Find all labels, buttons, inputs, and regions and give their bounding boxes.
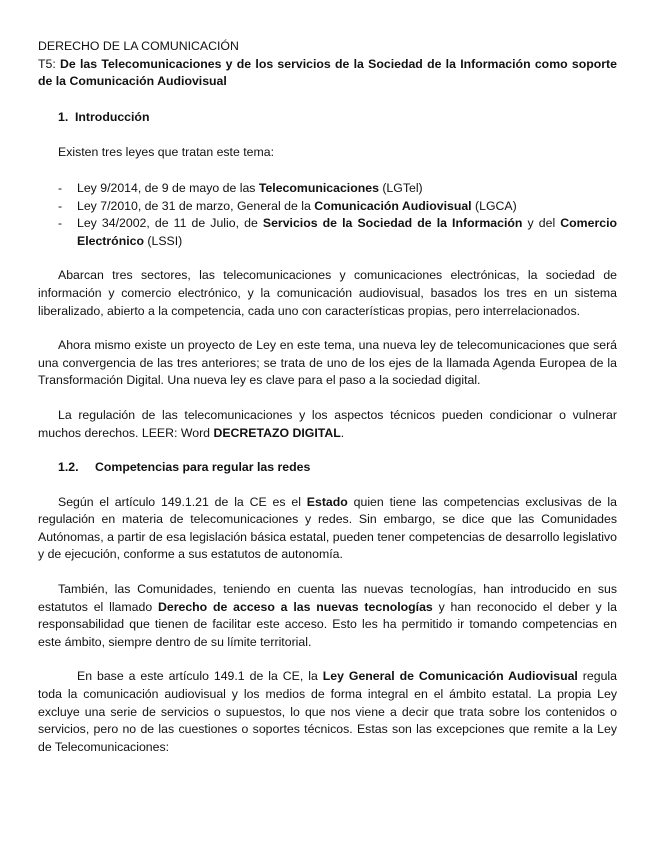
topic-title: T5: De las Telecomunicaciones y de los servicios de la Sociedad de la Información como soporte de la Comunicación Audiovisual xyxy=(38,56,617,89)
list-item: - Ley 34/2002, de 11 de Julio, de Servicios de la Sociedad de la Información y del Comercio Electrónico (LSSI) xyxy=(58,216,617,248)
paragraph-regulation: La regulación de las telecomunicaciones y los aspectos técnicos pueden condicionar o vulnerar muchos derechos. LEER: Word DECRETAZO DIGITAL. xyxy=(38,407,617,440)
section-1-2-heading: 1.2. Competencias para regular las redes xyxy=(58,460,311,475)
laws-list xyxy=(38,180,617,250)
document-page xyxy=(38,38,617,756)
intro-text: Existen tres leyes que tratan este tema: xyxy=(58,145,274,160)
list-item: - Ley 7/2010, de 31 de marzo, General de la Comunicación Audiovisual (LGCA) xyxy=(58,198,517,213)
section-1-heading: 1. Introducción xyxy=(58,109,150,124)
paragraph-new-law: Ahora mismo existe un proyecto de Ley en este tema, una nueva ley de telecomunicaciones que será una convergencia de las tres anteriores; se trata de uno de los ejes de la llamada Agenda Europea de la Transformación Digital. Una nueva ley es clave para el paso a la sociedad digital. xyxy=(38,338,617,388)
course-title: DERECHO DE LA COMUNICACIÓN xyxy=(38,39,239,53)
paragraph-state-competence: Según el artículo 149.1.21 de la CE es el Estado quien tiene las competencias exclusivas de la regulación en materia de telecomunicaciones y redes. Sin embargo, se dice que las Comunidades Autónomas, a partir de esa legislación básica estatal, pueden tener competencias de desarrollo legislativo y de ejecución, conforme a sus estatutos de autonomía. xyxy=(38,494,618,562)
paragraph-lgca: En base a este artículo 149.1 de la CE, la Ley General de Comunicación Audiovisual regula toda la comunicación audiovisual y los medios de forma integral en el ámbito estatal. La propia Ley excluye una serie de servicios o supuestos, lo que nos viene a decir que trata sobre los contenidos o servicios, pero no de las cuestiones o soportes técnicos. Estas son las excepciones que remite a la Ley de Telecomunicaciones: xyxy=(38,669,617,754)
paragraph-sectors: Abarcan tres sectores, las telecomunicaciones y comunicaciones electrónicas, la sociedad de información y comercio electrónico, y la comunicación audiovisual, basados los tres en un sistema liberalizado, abierto a la competencia, cada uno con características propias, pero interrelacionados. xyxy=(38,268,617,318)
paragraph-communities: También, las Comunidades, teniendo en cuenta las nuevas tecnologías, han introducido en sus estatutos el llamado Derecho de acceso a las nuevas tecnologías y han reconocido el deber y la responsabilidad que tienen de facilitar este acceso. Esto les ha permitido ir tomando competencias en este ámbito, siempre dentro de su límite territorial. xyxy=(38,582,618,649)
list-item: - Ley 9/2014, de 9 de mayo de las Telecomunicaciones (LGTel) xyxy=(58,180,423,195)
